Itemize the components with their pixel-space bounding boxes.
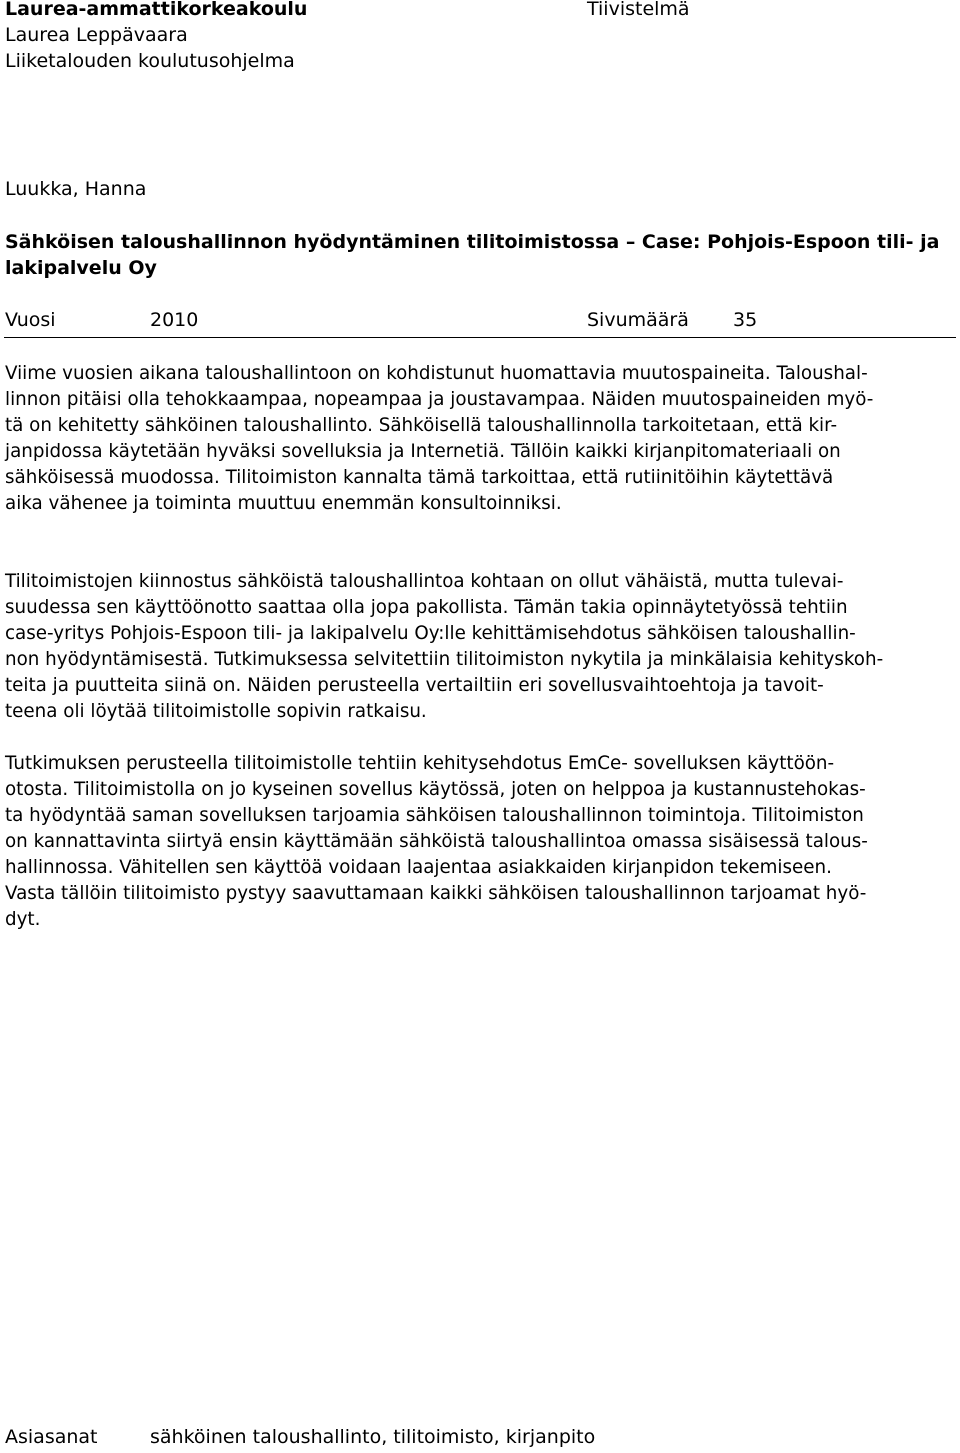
title-line: lakipalvelu Oy — [5, 257, 157, 279]
institution-name: Laurea-ammattikorkeakoulu — [5, 0, 308, 20]
keywords-label: Asiasanat — [5, 1426, 98, 1448]
title-line: Sähköisen taloushallinnon hyödyntäminen tilitoimistossa – Case: Pohjois-Espoon tili- ja — [5, 231, 940, 253]
abstract-paragraph — [5, 361, 873, 517]
paragraph-line: dyt. — [5, 909, 41, 930]
pages-label: Sivumäärä — [587, 309, 689, 331]
paragraph-line: Vasta tällöin tilitoimisto pystyy saavuttamaan kaikki sähköisen taloushallinnon tarjoamat hyö- — [5, 883, 867, 904]
paragraph-line: case-yritys Pohjois-Espoon tili- ja lakipalvelu Oy:lle kehittämisehdotus sähköisen taloushallin- — [5, 623, 856, 644]
keywords-value: sähköinen taloushallinto, tilitoimisto, kirjanpito — [150, 1426, 596, 1448]
paragraph-line: sähköisessä muodossa. Tilitoimiston kannalta tämä tarkoittaa, että rutiinitöihin käytettävä — [5, 467, 834, 488]
paragraph-line: tä on kehitetty sähköinen taloushallinto. Sähköisellä taloushallinnolla tarkoitetaan, että kir- — [5, 415, 838, 436]
paragraph-line: otosta. Tilitoimistolla on jo kyseinen sovellus käytössä, joten on helppoa ja kustannustehokas- — [5, 779, 866, 800]
paragraph-line: aika vähenee ja toiminta muuttuu enemmän konsultoinniksi. — [5, 493, 562, 514]
paragraph-line: Viime vuosien aikana taloushallintoon on kohdistunut huomattavia muutospaineita. Taloushal- — [5, 363, 868, 384]
header-divider — [4, 337, 956, 338]
paragraph-line: teita ja puutteita siinä on. Näiden perusteella vertailtiin eri sovellusvaihtoehtoja ja tavoit- — [5, 675, 824, 696]
paragraph-line: linnon pitäisi olla tehokkaampaa, nopeampaa ja joustavampaa. Näiden muutospaineiden myö- — [5, 389, 874, 410]
author-name: Luukka, Hanna — [5, 178, 147, 200]
paragraph-line: teena oli löytää tilitoimistolle sopivin ratkaisu. — [5, 701, 427, 722]
header-block — [5, 0, 307, 74]
year-value: 2010 — [150, 309, 199, 331]
unit-name: Laurea Leppävaara — [5, 24, 188, 46]
year-label: Vuosi — [5, 309, 56, 331]
paragraph-line: ta hyödyntää saman sovelluksen tarjoamia sähköisen taloushallinnon toimintoja. Tilitoimiston — [5, 805, 864, 826]
document-type: Tiivistelmä — [587, 0, 690, 20]
abstract-paragraph — [5, 751, 868, 933]
thesis-title — [5, 229, 939, 281]
programme-name: Liiketalouden koulutusohjelma — [5, 50, 295, 72]
paragraph-line: Tutkimuksen perusteella tilitoimistolle tehtiin kehitysehdotus EmCe- sovelluksen käyttöön- — [5, 753, 835, 774]
paragraph-line: hallinnossa. Vähitellen sen käyttöä voidaan laajentaa asiakkaiden kirjanpidon tekemiseen. — [5, 857, 832, 878]
abstract-paragraph — [5, 569, 883, 725]
paragraph-line: suudessa sen käyttöönotto saattaa olla jopa pakollista. Tämän takia opinnäytetyössä tehtiin — [5, 597, 848, 618]
pages-value: 35 — [733, 309, 758, 331]
paragraph-line: Tilitoimistojen kiinnostus sähköistä taloushallintoa kohtaan on ollut vähäistä, mutta tulevai- — [5, 571, 844, 592]
paragraph-line: non hyödyntämisestä. Tutkimuksessa selvitettiin tilitoimiston nykytila ja minkälaisia kehityskoh- — [5, 649, 884, 670]
paragraph-line: on kannattavinta siirtyä ensin käyttämään sähköistä taloushallintoa omassa sisäisessä talous- — [5, 831, 868, 852]
paragraph-line: janpidossa käytetään hyväksi sovelluksia ja Internetiä. Tällöin kaikki kirjanpitomateriaali on — [5, 441, 841, 462]
